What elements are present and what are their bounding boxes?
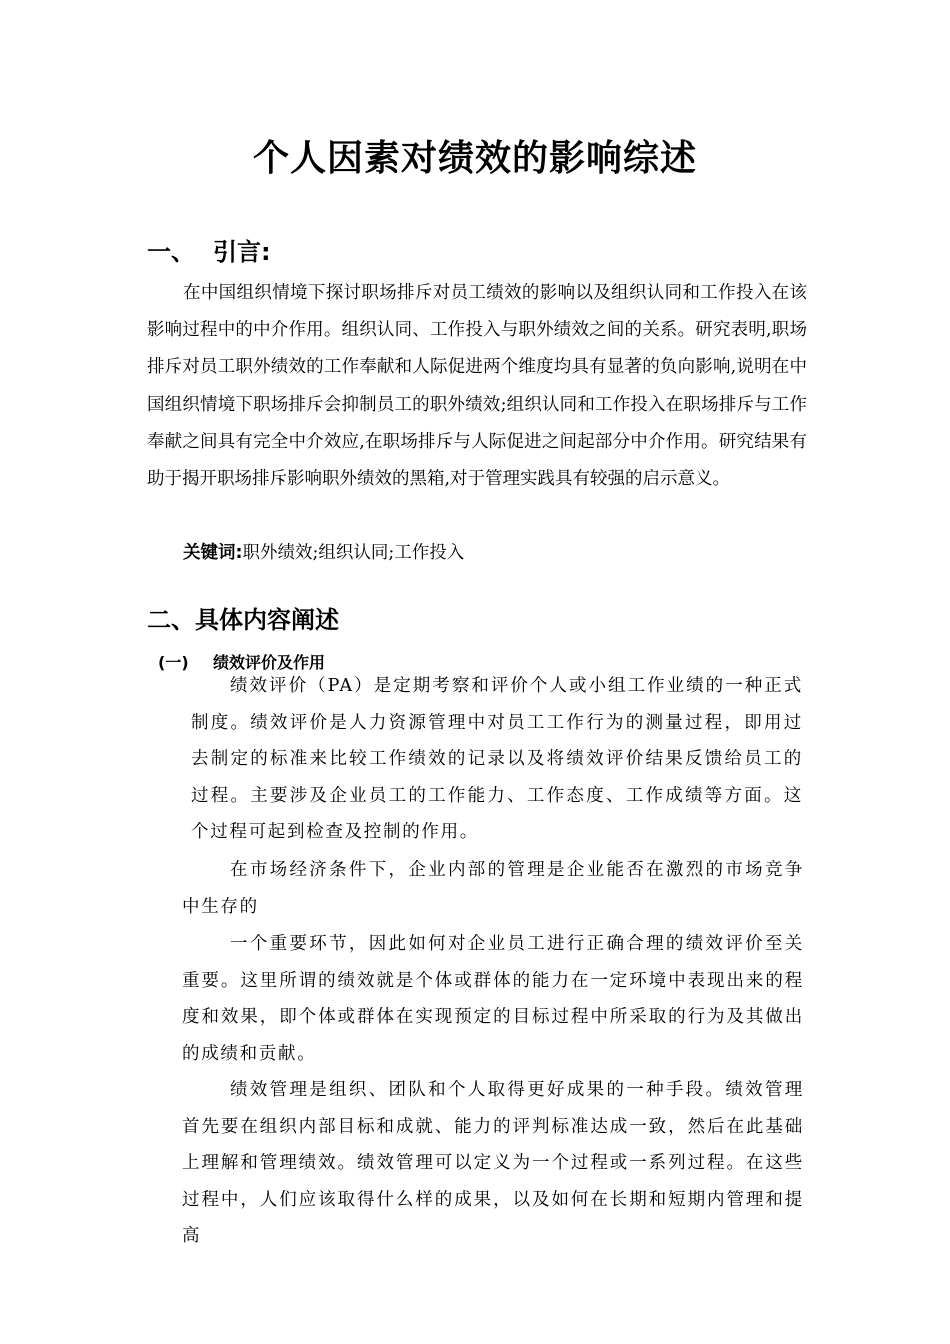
keywords-text: 职外绩效;组织认同;工作投入 (242, 543, 465, 563)
section-heading-intro (147, 232, 271, 267)
section-number: 一、 (147, 238, 195, 266)
body-paragraph: 绩效管理是组织、团队和个人取得更好成果的一种手段。绩效管理首先要在组织内部目标和成就、能力的评判标准达成一致，然后在此基础上理解和管理绩效。绩效管理可以定义为一个过程或一系列过程。在这些过程中，人们应该取得什么样的成果，以及如何在长期和短期内管理和提高 (182, 1080, 804, 1246)
body-paragraph: 一个重要环节，因此如何对企业员工进行正确合理的绩效评价至关重要。这里所谓的绩效就是个体或群体的能力在一定环境中表现出来的程度和效果，即个体或群体在实现预定的目标过程中所采取的行为及其做出的成绩和贡献。 (182, 934, 804, 1064)
subsection-heading-text: 绩效评价及作用 (213, 653, 326, 672)
document-title: 个人因素对绩效的影响综述 (252, 138, 697, 179)
body-paragraph: 绩效评价（PA）是定期考察和评价个人或小组工作业绩的一种正式制度。绩效评价是人力资源管理中对员工工作行为的测量过程，即用过去制定的标准来比较工作绩效的记录以及将绩效评价结果反馈给员工的过程。主要涉及企业员工的工作能力、工作态度、工作成绩等方面。这个过程可起到检查及控制的作用。 (191, 676, 803, 842)
keywords-label: 关键词: (183, 543, 243, 563)
body-paragraph: 在市场经济条件下，企业内部的管理是企业能否在激烈的市场竞争中生存的 (182, 860, 804, 917)
subsection-number: (一) (158, 653, 189, 672)
intro-paragraph: 在中国组织情境下探讨职场排斥对员工绩效的影响以及组织认同和工作投入在该影响过程中的中介作用。组织认同、工作投入与职外绩效之间的关系。研究表明,职场排斥对员工职外绩效的工作奉献和人际促进两个维度均具有显著的负向影响,说明在中国组织情境下职场排斥会抑制员工的职外绩效;组织认同和工作投入在职场排斥与工作奉献之间具有完全中介效应,在职场排斥与人际促进之间起部分中介作用。研究结果有助于揭开职场排斥影响职外绩效的黑箱,对于管理实践具有较强的启示意义。 (147, 283, 807, 490)
section-heading-content: 二、具体内容阐述 (147, 606, 339, 634)
keywords-line (183, 535, 464, 572)
section-heading-text: 引言: (213, 238, 271, 266)
